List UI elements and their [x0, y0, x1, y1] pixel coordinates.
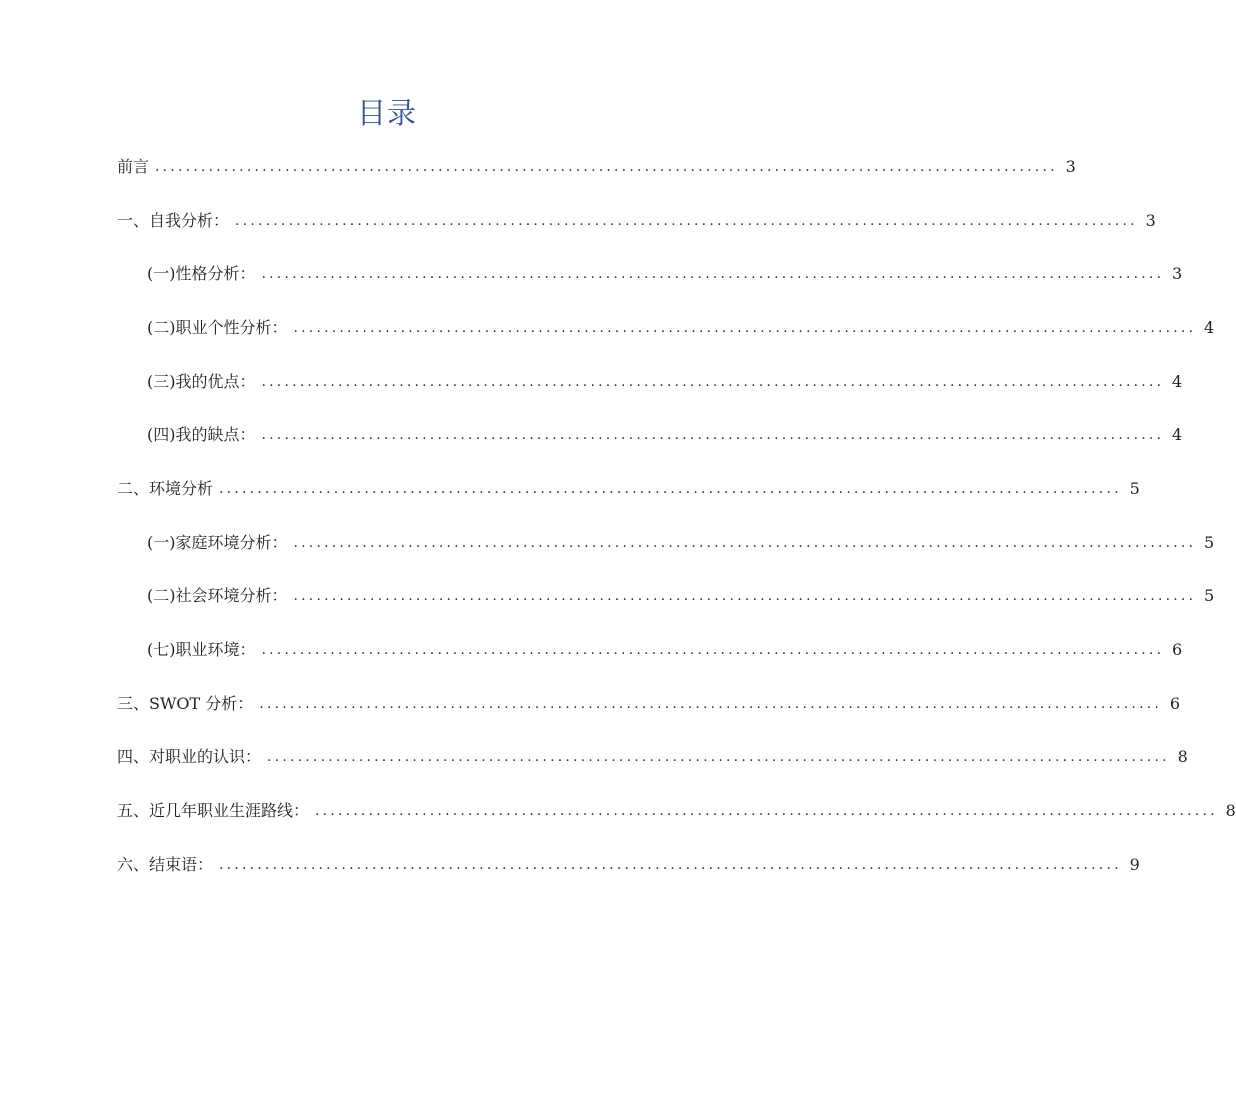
table-of-contents — [117, 140, 1236, 892]
toc-page-number: 4 — [1172, 371, 1183, 391]
toc-page-number: 5 — [1204, 586, 1215, 606]
toc-entry-label: 四、对职业的认识： — [117, 747, 262, 767]
toc-entry-family-environment[interactable] — [117, 516, 1215, 570]
toc-page-number: 6 — [1172, 640, 1183, 660]
toc-entry-social-environment[interactable] — [117, 570, 1215, 624]
toc-entry-weaknesses[interactable] — [117, 408, 1183, 462]
toc-entry-career-path[interactable] — [117, 784, 1236, 838]
toc-page-number: 9 — [1129, 854, 1140, 874]
toc-page-number: 8 — [1225, 801, 1236, 821]
toc-page-number: 8 — [1177, 747, 1188, 767]
toc-dot-leader: ...................................................................................................................... — [261, 266, 1165, 283]
toc-page-number: 5 — [1204, 532, 1215, 552]
toc-page-number: 5 — [1129, 478, 1140, 498]
toc-page-number: 3 — [1145, 210, 1156, 230]
toc-title: 目录 — [356, 96, 417, 130]
toc-entry-environment-analysis[interactable] — [117, 462, 1140, 516]
toc-dot-leader: ...................................................................................................................... — [315, 803, 1218, 820]
toc-dot-leader: ...................................................................................................................... — [155, 158, 1058, 175]
toc-entry-strengths[interactable] — [117, 355, 1183, 409]
toc-entry-label: (七)职业环境： — [147, 640, 256, 660]
toc-entry-label: (二)职业个性分析： — [147, 317, 288, 337]
toc-dot-leader: ...................................................................................................................... — [261, 373, 1165, 390]
toc-entry-label: 六、结束语： — [117, 854, 214, 874]
toc-entry-career-understanding[interactable] — [117, 731, 1188, 785]
toc-dot-leader: ...................................................................................................................... — [293, 588, 1197, 605]
toc-page-number: 4 — [1204, 317, 1215, 337]
toc-entry-preface[interactable] — [117, 140, 1076, 194]
toc-dot-leader: ...................................................................................................................... — [261, 642, 1165, 659]
toc-entry-career-environment[interactable] — [117, 623, 1183, 677]
toc-entry-label: (四)我的缺点： — [147, 425, 256, 445]
toc-entry-label: 五、近几年职业生涯路线： — [117, 801, 310, 821]
toc-page-number: 6 — [1169, 693, 1181, 713]
toc-dot-leader: ...................................................................................................................... — [259, 695, 1163, 712]
toc-dot-leader: ...................................................................................................................... — [219, 856, 1122, 873]
toc-entry-label: (一)家庭环境分析： — [147, 532, 288, 552]
toc-page-number: 4 — [1172, 425, 1183, 445]
toc-page-number: 3 — [1172, 264, 1183, 284]
toc-dot-leader: ...................................................................................................................... — [219, 480, 1122, 497]
toc-entry-self-analysis[interactable] — [117, 194, 1156, 248]
toc-entry-label: (一)性格分析： — [147, 264, 256, 284]
toc-dot-leader: ...................................................................................................................... — [261, 427, 1165, 444]
toc-dot-leader: ...................................................................................................................... — [235, 212, 1138, 229]
toc-page-number: 3 — [1065, 156, 1076, 176]
toc-entry-label: 二、环境分析 — [117, 478, 214, 498]
toc-dot-leader: ...................................................................................................................... — [293, 534, 1197, 551]
toc-entry-label: 一、自我分析： — [117, 210, 230, 230]
toc-entry-label: (二)社会环境分析： — [147, 586, 288, 606]
toc-entry-swot-analysis[interactable] — [117, 677, 1181, 731]
toc-dot-leader: ...................................................................................................................... — [267, 749, 1170, 766]
toc-dot-leader: ...................................................................................................................... — [293, 319, 1197, 336]
toc-entry-label: 前言 — [117, 156, 150, 176]
toc-entry-career-personality[interactable] — [117, 301, 1215, 355]
toc-entry-personality-analysis[interactable] — [117, 247, 1183, 301]
toc-entry-conclusion[interactable] — [117, 838, 1140, 892]
toc-entry-label: 三、SWOT 分析： — [117, 693, 254, 713]
toc-entry-label: (三)我的优点： — [147, 371, 256, 391]
